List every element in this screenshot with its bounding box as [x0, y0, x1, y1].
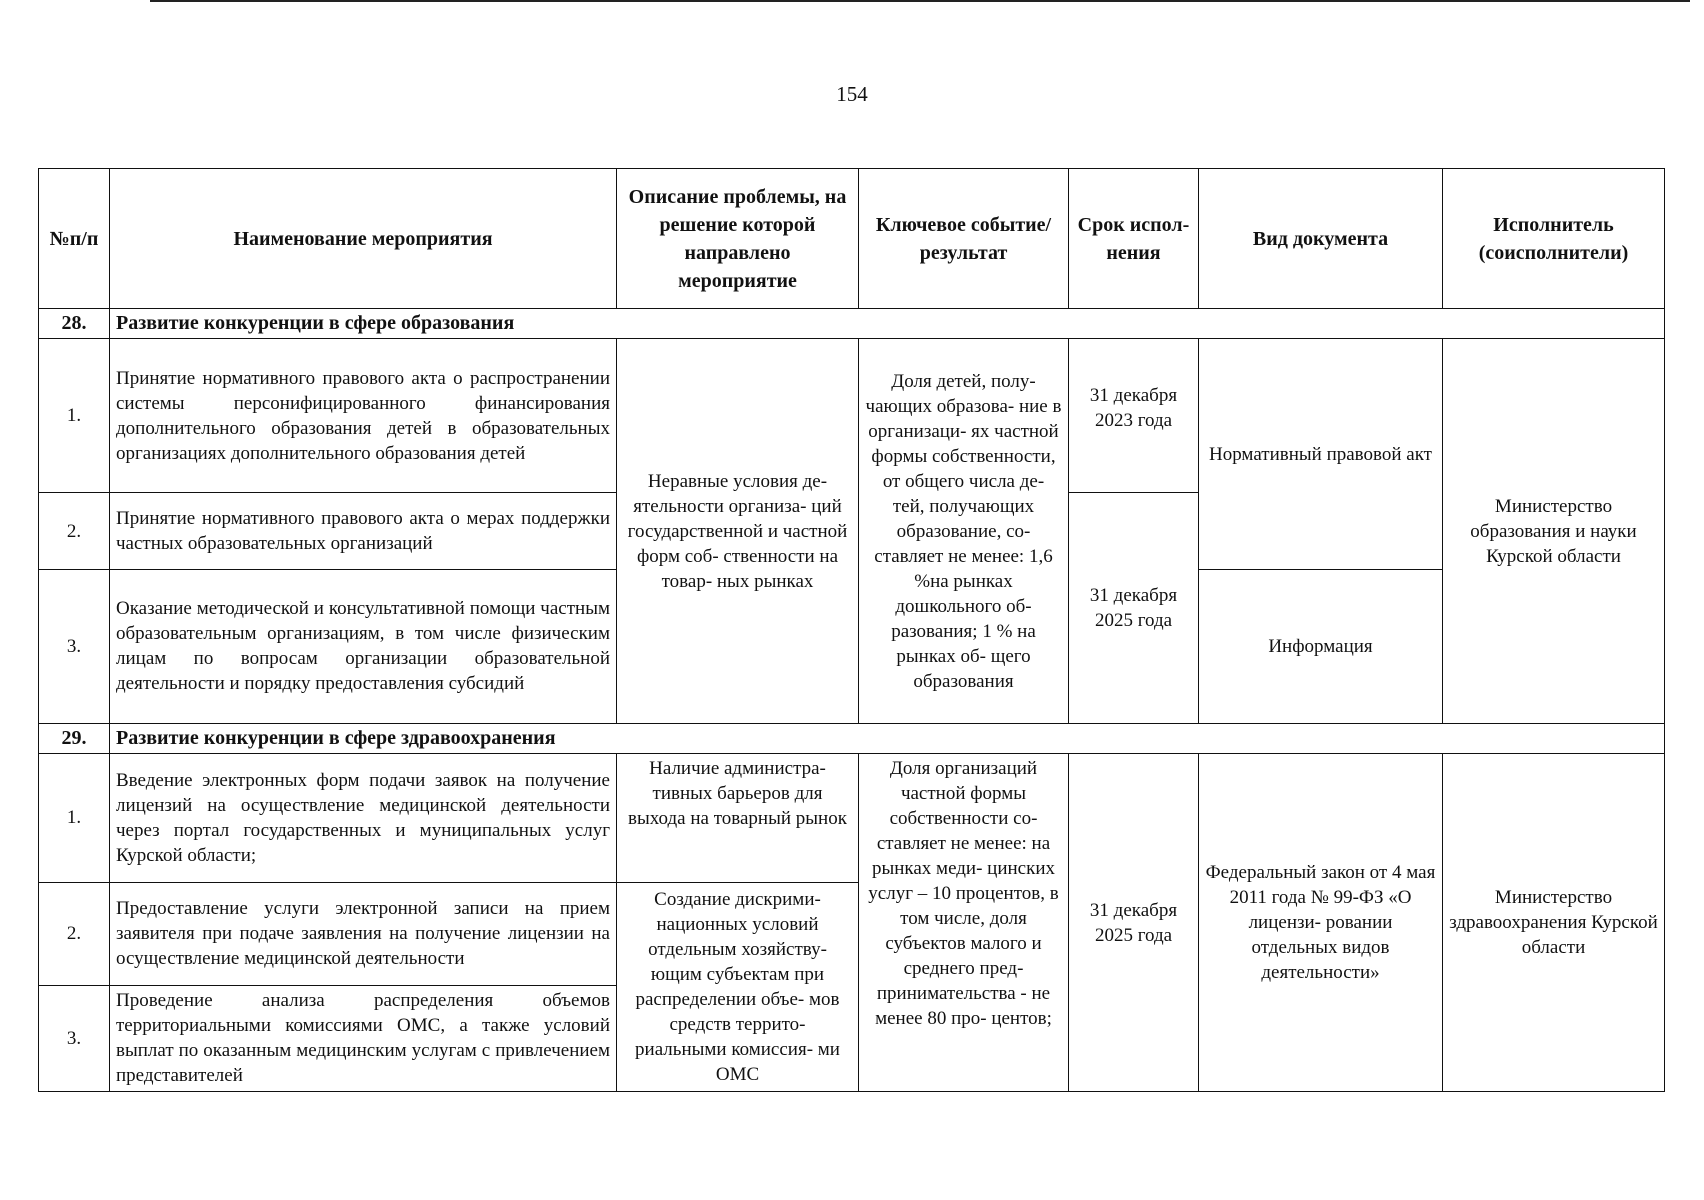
- row-number: 1.: [39, 754, 110, 882]
- row-number: 3.: [39, 985, 110, 1091]
- header-row: [39, 169, 1665, 309]
- document-type: Нормативный правовой акт: [1199, 339, 1443, 570]
- header-doc-type: Вид документа: [1199, 169, 1443, 309]
- section-row-28: [39, 309, 1665, 339]
- table-row: [39, 339, 1665, 493]
- deadline: 31 декабря 2025 года: [1069, 754, 1199, 1092]
- top-border-line: [150, 0, 1690, 2]
- measure-name: Принятие нормативного правового акта о распространении системы персонифицированного финансирования дополнительного образования детей в образовательных организациях дополнительного образования детей: [110, 339, 617, 493]
- measure-name: Оказание методической и консультативной помощи частным образовательным организациям, в том числе физическим лицам по вопросам организации образовательной деятельности и порядку предоставления субсидий: [110, 569, 617, 723]
- document-type: Информация: [1199, 569, 1443, 723]
- page-number: 154: [836, 82, 868, 106]
- row-number: 3.: [39, 569, 110, 723]
- table-row: [39, 754, 1665, 882]
- problem-description: Наличие администра- тивных барьеров для выхода на товарный рынок: [617, 754, 859, 882]
- problem-description: Неравные условия де- ятельности организа- ций государственной и частной форм соб- ственности на товар- ных рынках: [617, 339, 859, 723]
- measure-name: Принятие нормативного правового акта о мерах поддержки частных образовательных организаций: [110, 493, 617, 570]
- key-result: Доля организаций частной формы собственности со- ставляет не менее: на рынках меди- цинских услуг – 10 процентов, в том числе, доля субъектов малого и среднего пред- принимательства - не менее 80 про- центов;: [859, 754, 1069, 1092]
- document-type: Федеральный закон от 4 мая 2011 года № 99-ФЗ «О лицензи- ровании отдельных видов деятельности»: [1199, 754, 1443, 1092]
- problem-description: Создание дискрими- национных условий отдельным хозяйству- ющим субъектам при распределении объе- мов средств террито- риальными комиссия- ми ОМС: [617, 882, 859, 1091]
- section-number: 29.: [39, 723, 110, 753]
- measure-name: Проведение анализа распределения объемов территориальными комиссиями ОМС, а также условий выплат по оказанным медицинским услугам с привлечением представителей: [110, 985, 617, 1091]
- header-problem: Описание проблемы, на решение которой направлено мероприятие: [617, 169, 859, 309]
- section-row-29: [39, 723, 1665, 753]
- row-number: 2.: [39, 882, 110, 985]
- executor: Министерство образования и науки Курской области: [1443, 339, 1665, 723]
- header-num: №п/п: [39, 169, 110, 309]
- section-number: 28.: [39, 309, 110, 339]
- header-executor: Исполнитель (соисполнители): [1443, 169, 1665, 309]
- header-result: Ключевое событие/ результат: [859, 169, 1069, 309]
- executor: Министерство здравоохранения Курской области: [1443, 754, 1665, 1092]
- header-deadline: Срок испол- нения: [1069, 169, 1199, 309]
- row-number: 2.: [39, 493, 110, 570]
- section-title: Развитие конкуренции в сфере образования: [110, 309, 1665, 339]
- measure-name: Предоставление услуги электронной записи на прием заявителя при подаче заявления на получение лицензии на осуществление медицинской деятельности: [110, 882, 617, 985]
- header-name: Наименование мероприятия: [110, 169, 617, 309]
- section-title: Развитие конкуренции в сфере здравоохранения: [110, 723, 1665, 753]
- measure-name: Введение электронных форм подачи заявок на получение лицензий на осуществление медицинской деятельности через портал государственных и муниципальных услуг Курской области;: [110, 754, 617, 882]
- key-result: Доля детей, полу- чающих образова- ние в организаци- ях частной формы собственности, от общего числа де- тей, получающих образование, со- ставляет не менее: 1,6 %на рынках дошкольного об- разования; 1 % на рынках об- щего образования: [859, 339, 1069, 723]
- deadline: 31 декабря 2025 года: [1069, 493, 1199, 724]
- measures-table: [38, 168, 1665, 1092]
- row-number: 1.: [39, 339, 110, 493]
- deadline: 31 декабря 2023 года: [1069, 339, 1199, 493]
